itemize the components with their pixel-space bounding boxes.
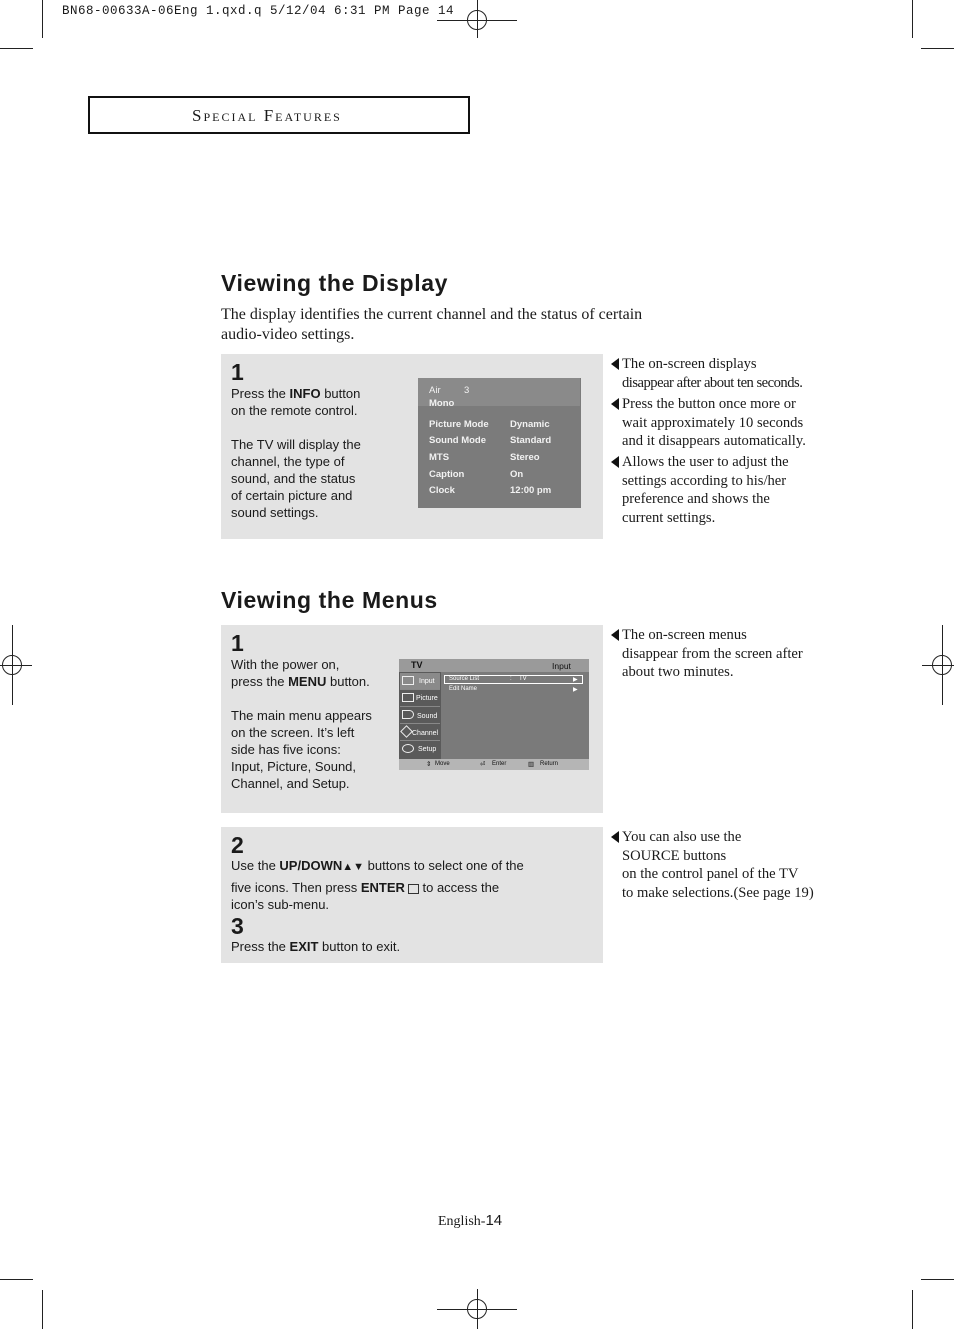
- chevron-right-icon: ▶: [573, 687, 578, 693]
- print-slug: BN68-00633A-06Eng 1.qxd.q 5/12/04 6:31 PM Page 14: [62, 4, 455, 18]
- crop-mark: [912, 0, 913, 38]
- step-number: 2: [231, 832, 244, 858]
- note-arrow-icon: [611, 831, 619, 843]
- enter-icon: ⏎: [480, 761, 486, 768]
- note-arrow-icon: [611, 629, 619, 641]
- move-icon: ⇕: [426, 761, 432, 768]
- display-intro: The display identifies the current channel and the status of certain audio-video settings.: [221, 306, 643, 343]
- menu-item-input: Input: [400, 673, 440, 690]
- menu-item-picture: Picture: [400, 690, 440, 707]
- display-step-panel: [221, 354, 603, 539]
- crop-mark: [0, 1279, 33, 1280]
- gear-icon: [402, 744, 414, 753]
- crop-mark: [912, 1290, 913, 1329]
- step-number: 3: [231, 913, 244, 939]
- menus-step1-panel: [221, 625, 603, 813]
- note-arrow-icon: [611, 456, 619, 468]
- crop-mark: [0, 48, 33, 49]
- menus-step1-text: With the power on, press the MENU button. The main menu appears on the screen. It’s left side has five icons: Input, Picture, Sound, Channel, and Setup.: [231, 657, 372, 791]
- crop-mark: [921, 48, 954, 49]
- display-note-2: Press the button once more or wait approximately 10 seconds and it disappears automatically.: [611, 395, 831, 451]
- display-heading: Viewing the Display: [221, 270, 448, 296]
- page-number: 14: [485, 1212, 503, 1229]
- note-arrow-icon: [611, 358, 619, 370]
- crop-mark: [921, 1279, 954, 1280]
- display-step-text: Press the INFO button on the remote control. The TV will display the channel, the type of sound, and the status of certain picture and sound settings.: [231, 386, 361, 520]
- input-icon: [402, 676, 414, 685]
- note-arrow-icon: [611, 398, 619, 410]
- info-osd-screen: Air 3 Mono Picture Mode Dynamic Sound Mode Standard MTS Stereo Caption On Clock 12:00 pm: [418, 378, 581, 508]
- picture-icon: [402, 693, 414, 702]
- section-title: Special Features: [192, 106, 342, 125]
- step-number: 1: [231, 359, 244, 385]
- speaker-icon: [402, 710, 414, 719]
- menus-step23-panel: [221, 827, 603, 963]
- menus-note-1: The on-screen menus disappear from the screen after about two minutes.: [611, 626, 831, 682]
- crop-mark: [42, 1290, 43, 1329]
- menus-step3-text: Press the EXIT button to exit.: [231, 939, 401, 954]
- display-note-3: Allows the user to adjust the settings according to his/her preference and shows the current settings.: [611, 453, 831, 527]
- chevron-right-icon: ▶: [573, 677, 578, 683]
- menus-step2-text: Use the UP/DOWN▲▼ buttons to select one of the five icons. Then press ENTER to access the icon’s sub-menu.: [231, 858, 524, 912]
- antenna-icon: [400, 725, 413, 738]
- display-note-1: The on-screen displays disappear after about ten seconds.: [611, 355, 831, 392]
- enter-icon: [408, 884, 419, 894]
- up-down-arrows-icon: ▲▼: [342, 861, 365, 873]
- menu-item-setup: Setup: [400, 741, 440, 757]
- menu-item-channel: Channel: [400, 724, 440, 741]
- page-footer: English-14: [438, 1212, 503, 1229]
- menus-note-2: You can also use the SOURCE buttons on the control panel of the TV to make selections.(See page 19): [611, 828, 841, 902]
- crop-mark: [42, 0, 43, 38]
- main-menu-screen: TV Input Input Picture Sound Channel Setup Source List : TV ▶ Edit Name ▶ ⇕ Move ⏎ Enter ▥ Return: [399, 659, 589, 770]
- section-header: [88, 96, 470, 134]
- return-icon: ▥: [528, 761, 535, 768]
- menus-heading: Viewing the Menus: [221, 587, 438, 613]
- menu-item-sound: Sound: [400, 707, 440, 724]
- step-number: 1: [231, 630, 244, 656]
